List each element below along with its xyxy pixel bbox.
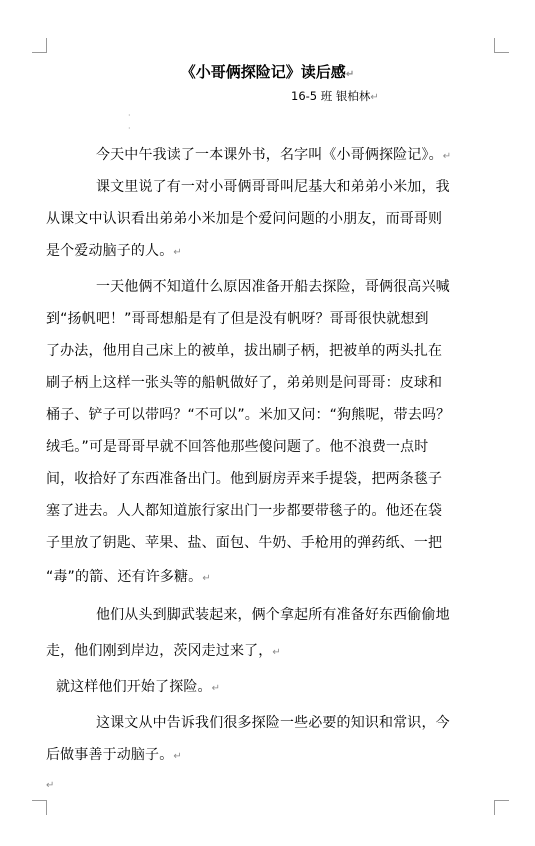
body-text[interactable]: 课文里说了有一对小哥俩哥哥叫尼基大和弟弟小米加，我 xyxy=(96,179,450,195)
body-text[interactable]: 就这样他们开始了探险。 xyxy=(56,679,212,695)
body-text-line[interactable] xyxy=(46,567,211,589)
body-text[interactable]: 子里放了钥匙、苹果、盐、面包、牛奶、手枪用的弹药纸、一把 xyxy=(46,535,443,551)
body-text[interactable]: 一天他俩不知道什么原因准备开船去探险，哥俩很高兴喊 xyxy=(96,279,450,295)
body-text-line[interactable] xyxy=(46,309,429,329)
body-text[interactable]: 塞了进去。人人都知道旅行家出门一步都要带毯子的。他还在袋 xyxy=(46,503,443,519)
body-text[interactable]: 走，他们刚到岸边，茨冈走过来了， xyxy=(46,643,273,659)
paragraph-mark-icon: ↵ xyxy=(173,247,182,258)
body-text-line[interactable] xyxy=(96,177,450,197)
paragraph-mark-icon: ↵ xyxy=(202,573,211,584)
body-text[interactable]: 从课文中认识看出弟弟小米加是个爱问问题的小朋友，而哥哥则 xyxy=(46,211,443,227)
body-text-line[interactable] xyxy=(96,605,450,625)
body-text-line[interactable] xyxy=(46,641,281,663)
body-text[interactable]: 刷子柄上这样一张头等的船帆做好了，弟弟则是问哥哥：皮球和 xyxy=(46,375,443,391)
body-text[interactable]: “毒”的箭、还有许多糖。 xyxy=(46,569,203,585)
paragraph-mark-icon: ↵ xyxy=(370,92,379,103)
body-text[interactable]: 间，收拾好了东西准备出门。他到厨房弄来手提袋，把两条毯子 xyxy=(46,471,443,487)
body-text[interactable]: 他们从头到脚武装起来，俩个拿起所有准备好东西偷偷地 xyxy=(96,607,450,623)
body-text-line[interactable] xyxy=(46,437,428,457)
body-text-line[interactable] xyxy=(46,241,182,263)
body-text[interactable]: 后做事善于动脑子。 xyxy=(46,747,174,763)
body-text-line[interactable] xyxy=(46,405,450,425)
body-text-line[interactable] xyxy=(46,209,442,229)
body-text[interactable]: 桶子、铲子可以带吗？“不可以”。米加又问：“狗熊呢，带去吗？ xyxy=(46,407,451,423)
author-byline-text[interactable]: 16-5 班 银柏林 xyxy=(291,89,371,103)
body-text-line[interactable] xyxy=(46,373,442,393)
document-title-text[interactable]: 《小哥俩探险记》读后感 xyxy=(180,63,346,81)
empty-paragraph-mark-icon: · xyxy=(128,111,131,120)
body-text-line[interactable] xyxy=(46,469,442,489)
document-title[interactable] xyxy=(0,62,535,85)
author-byline[interactable] xyxy=(291,89,379,105)
paragraph-mark-icon: ↵ xyxy=(46,780,55,791)
paragraph-mark-icon: ↵ xyxy=(272,647,281,658)
page-corner-mark-bottom-right xyxy=(494,800,509,815)
body-text-line[interactable] xyxy=(46,501,442,521)
body-text[interactable]: 绒毛。”可是哥哥早就不回答他那些傻问题了。他不浪费一点时 xyxy=(46,439,429,455)
paragraph-mark-icon: ↵ xyxy=(173,751,182,762)
body-text-line[interactable] xyxy=(96,277,450,297)
body-text-line[interactable] xyxy=(96,145,451,167)
paragraph-mark-icon: ↵ xyxy=(211,683,221,694)
body-text[interactable]: 是个爱动脑子的人。 xyxy=(46,243,174,259)
body-text[interactable]: 到“扬帆吧！”哥哥想船是有了但是没有帆呀？哥哥很快就想到 xyxy=(46,311,429,327)
body-text[interactable]: 了办法，他用自己床上的被单，拔出刷子柄，把被单的两头扎在 xyxy=(46,343,443,359)
paragraph-mark-icon: ↵ xyxy=(345,69,355,80)
body-text[interactable]: 今天中午我读了一本课外书，名字叫《小哥俩探险记》。 xyxy=(96,147,443,163)
body-text-line[interactable] xyxy=(46,745,182,767)
page-corner-mark-top-right xyxy=(494,38,509,53)
body-text-line[interactable] xyxy=(56,677,220,699)
body-text-line[interactable] xyxy=(96,713,450,733)
body-text[interactable]: 这课文从中告诉我们很多探险一些必要的知识和常识，今 xyxy=(96,715,450,731)
paragraph-mark-icon: ↵ xyxy=(442,151,452,162)
body-text-line[interactable] xyxy=(46,341,442,361)
empty-paragraph-mark-icon: · xyxy=(128,124,131,133)
page-corner-mark-bottom-left xyxy=(32,800,47,815)
body-text-line[interactable] xyxy=(46,533,442,553)
page-corner-mark-top-left xyxy=(32,38,47,53)
